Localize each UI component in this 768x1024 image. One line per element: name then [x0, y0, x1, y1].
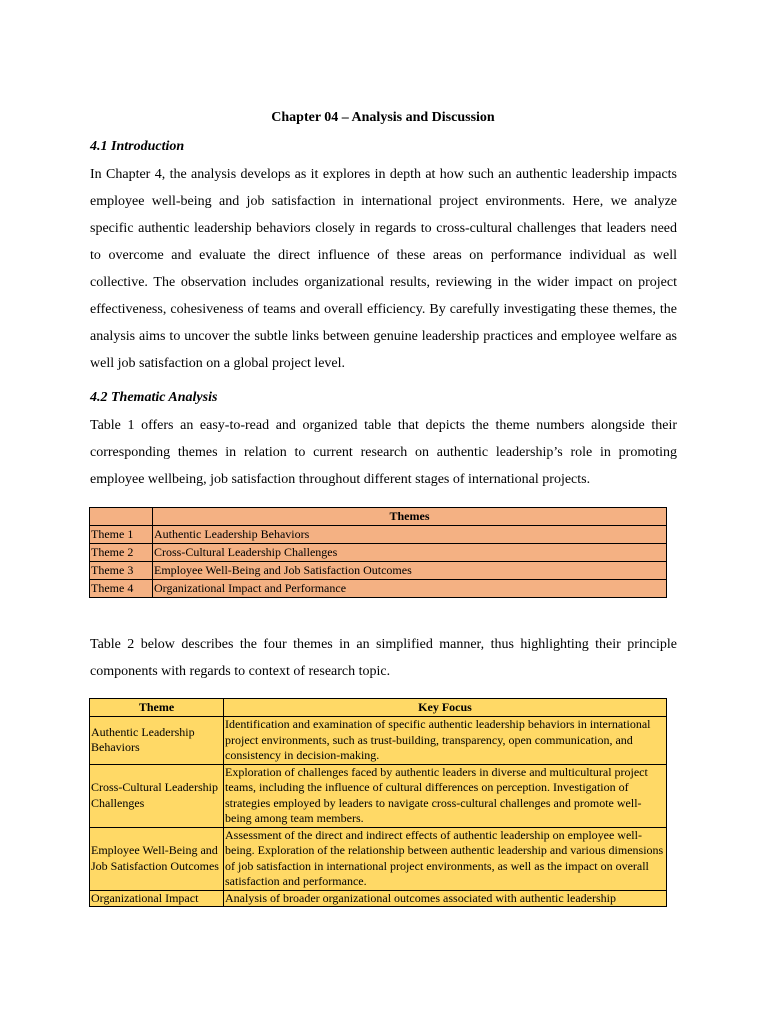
table-header-row: [90, 508, 667, 526]
table-header-row: [90, 699, 667, 717]
key-focus-cell: Analysis of broader organizational outcomes associated with authentic leadership: [224, 890, 667, 907]
table1-intro-paragraph: Table 1 offers an easy-to-read and organized table that depicts the theme numbers alongside their corresponding themes in relation to current research on authentic leadership’s role in promoting employee wellbeing, job satisfaction throughout different stages of international projects.: [90, 418, 677, 487]
table-header-cell: Themes: [153, 508, 667, 526]
theme-cell: Authentic Leadership Behaviors: [90, 717, 224, 765]
theme-number-cell: Theme 2: [90, 544, 153, 562]
theme-cell: Employee Well-Being and Job Satisfaction Outcomes: [90, 827, 224, 890]
key-focus-table: [89, 698, 667, 907]
theme-name-cell: Cross-Cultural Leadership Challenges: [153, 544, 667, 562]
key-focus-cell: Identification and examination of specific authentic leadership behaviors in international project environments, such as trust-building, transparency, open communication, and consistency in decision-making.: [224, 717, 667, 765]
table-row: [90, 764, 667, 827]
table-header-cell: Theme: [90, 699, 224, 717]
section-heading-introduction: 4.1 Introduction: [90, 139, 185, 154]
table-row: [90, 717, 667, 765]
table2-intro-paragraph: Table 2 below describes the four themes in an simplified manner, thus highlighting their principle components with regards to context of research topic.: [90, 637, 677, 679]
theme-number-cell: Theme 4: [90, 580, 153, 598]
table-row: [90, 562, 667, 580]
theme-name-cell: Authentic Leadership Behaviors: [153, 526, 667, 544]
theme-cell: Organizational Impact: [90, 890, 224, 907]
theme-cell: Cross-Cultural Leadership Challenges: [90, 764, 224, 827]
theme-number-cell: Theme 3: [90, 562, 153, 580]
table-row: [90, 827, 667, 890]
introduction-paragraph: In Chapter 4, the analysis develops as it explores in depth at how such an authentic leadership impacts employee well-being and job satisfaction in international project environments. Here, we analyze specific authentic leadership behaviors closely in regards to cross-cultural challenges that leaders need to overcome and evaluate the direct influence of these areas on performance individual as well collective. The observation includes organizational results, reviewing in the wider impact on project effectiveness, cohesiveness of teams and overall efficiency. By carefully investigating these themes, the analysis aims to uncover the subtle links between genuine leadership practices and employee welfare as well job satisfaction on a global project level.: [90, 167, 677, 371]
section-heading-thematic-analysis: 4.2 Thematic Analysis: [90, 390, 218, 405]
chapter-title: Chapter 04 – Analysis and Discussion: [271, 110, 495, 125]
table-row: [90, 526, 667, 544]
theme-name-cell: Employee Well-Being and Job Satisfaction Outcomes: [153, 562, 667, 580]
themes-table: [89, 507, 667, 598]
theme-name-cell: Organizational Impact and Performance: [153, 580, 667, 598]
table-header-cell: Key Focus: [224, 699, 667, 717]
table-row: [90, 544, 667, 562]
table-row: [90, 890, 667, 907]
table-header-cell: [90, 508, 153, 526]
key-focus-cell: Assessment of the direct and indirect effects of authentic leadership on employee well-being. Exploration of the relationship between authentic leadership and various dimensions of job satisfaction in international project environments, as well as the impact on overall satisfaction and performance.: [224, 827, 667, 890]
table-row: [90, 580, 667, 598]
key-focus-cell: Exploration of challenges faced by authentic leaders in diverse and multicultural project teams, including the influence of cultural differences on perception. Investigation of strategies employed by leaders to navigate cross-cultural challenges and promote well-being among team members.: [224, 764, 667, 827]
theme-number-cell: Theme 1: [90, 526, 153, 544]
